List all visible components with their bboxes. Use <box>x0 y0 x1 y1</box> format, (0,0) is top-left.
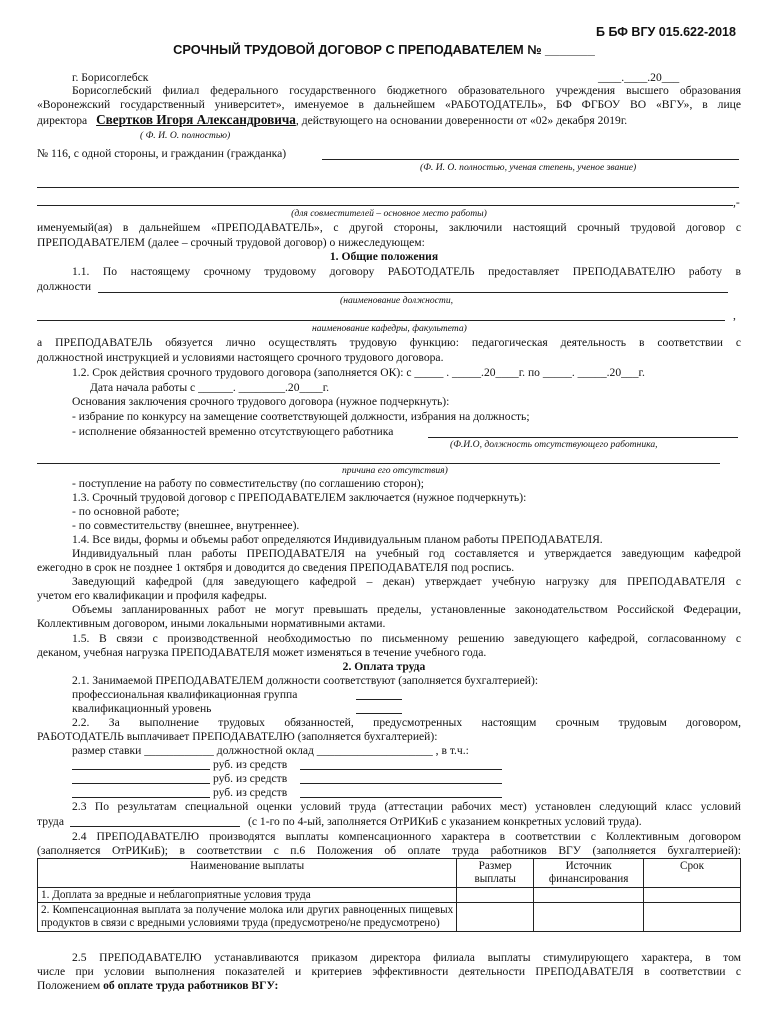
absence-reason-line <box>37 463 720 464</box>
p1-1-d: должностной инструкцией и условиями настоящего срочного трудового договора. <box>37 351 444 364</box>
p1-2-d: - избрание по конкурсу на замещение соответствующей должности, избрания на должность; <box>72 410 530 423</box>
qualification-group-line <box>356 699 402 700</box>
row-2-source <box>534 903 644 932</box>
p1-1-c: а ПРЕПОДАВАТЕЛЬ обязуется лично осуществлять трудовую функцию: педагогическая деятельность в соответствии с <box>37 336 741 349</box>
rub-from-3: руб. из средств <box>213 786 288 799</box>
p1-4-a: 1.4. Все виды, формы и объемы работ определяются Индивидуальным планом работы ПРЕПОДАВАТЕЛЯ. <box>72 533 603 546</box>
section-1-heading: 1. Общие положения <box>329 250 439 263</box>
p2-4-a: 2.4 ПРЕПОДАВАТЕЛЮ производятся выплаты компенсационного характера в соответствии с Коллективным договором <box>72 830 741 843</box>
row-1-term <box>644 887 741 903</box>
rub-from-1: руб. из средств <box>213 758 288 771</box>
p1-4-d: Заведующий кафедрой (для заведующего кафедрой – декан) утверждает учебную нагрузку для ПРЕПОДАВАТЕЛЯ с <box>72 575 741 588</box>
p1-4-e: учетом его квалификации и профиля кафедры. <box>37 589 267 602</box>
source-line-3 <box>300 797 502 798</box>
p1-2-c: Основания заключения срочного трудового договора (нужное подчеркнуть): <box>72 395 450 408</box>
department-hint: наименование кафедры, факультета) <box>312 323 467 334</box>
p2-3-b-text: (с 1-го по 4-ый, заполняется ОтРИКиБ с указанием конкретных условий труда). <box>248 815 642 828</box>
city: г. Борисоглебск <box>72 71 149 84</box>
p1-5-b: деканом, учебная нагрузка ПРЕПОДАВАТЕЛЯ может изменяться в течение учебного года. <box>37 646 487 659</box>
p1-2-b: Дата начала работы с ______. ________.20____г. <box>90 381 330 394</box>
p1-4-g: Коллективным договором, иными локальными нормативными актами. <box>37 617 386 630</box>
p1-4-b: Индивидуальный план работы ПРЕПОДАВАТЕЛЯ на учебный год составляется и утверждается заведующим кафедрой <box>72 547 741 560</box>
named-line-1: именуемый(ая) в дальнейшем «ПРЕПОДАВАТЕЛЬ», с другой стороны, заключили настоящий срочный трудовой договор с <box>37 221 741 234</box>
table-row <box>38 903 741 932</box>
date-blank: ____.____.20___ <box>598 71 680 84</box>
position-hint: (наименование должности, <box>340 295 454 306</box>
header-payment-size: Размер выплаты <box>457 859 534 888</box>
row-1-size <box>457 887 534 903</box>
p2-5-b: числе при условии выполнения показателей и критериев эффективности деятельности ПРЕПОДАВАТЕЛЯ в соответствии с <box>37 965 741 978</box>
p2-3-a: 2.3 По результатам специальной оценки условий труда (аттестации рабочих мест) установлен следующий класс условий <box>72 800 741 813</box>
header-funding-source: Источник финансирования <box>534 859 644 888</box>
employee-name-line <box>322 159 739 160</box>
comma-mark: , <box>733 309 736 322</box>
row-2-size <box>457 903 534 932</box>
header-payment-name: Наименование выплаты <box>38 859 457 888</box>
p2-2-c: размер ставки ____________ должностной оклад ____________________ , в т.ч.: <box>72 744 469 757</box>
p2-5-c <box>37 979 278 992</box>
intro-line-4: № 116, с одной стороны, и гражданин (гражданка) <box>37 147 287 160</box>
blank-line-1 <box>37 187 739 188</box>
p2-3-b-label: труда <box>37 815 64 828</box>
intro-line-2: «Воронежский государственный университет», именуемое в дальнейшем «РАБОТОДАТЕЛЬ», БФ ФГБОУ ВО «ВГУ», в лице <box>37 98 741 111</box>
p1-1-b: должности <box>37 280 92 293</box>
p1-2-f: - поступление на работу по совместительству (по соглашению сторон); <box>72 477 424 490</box>
director-label: директора <box>37 114 88 127</box>
position-line <box>98 292 728 293</box>
table-row <box>38 887 741 903</box>
blank-line-2 <box>37 205 733 206</box>
header-term: Срок <box>644 859 741 888</box>
department-line <box>37 320 725 321</box>
amount-line-2 <box>72 783 210 784</box>
fio-hint: ( Ф. И. О. полностью) <box>140 130 231 141</box>
intro-line-3 <box>37 113 627 127</box>
p1-5-a: 1.5. В связи с производственной необходимостью по письменному решению заведующего кафедрой, согласованному с <box>72 632 741 645</box>
p1-1-a: 1.1. По настоящему срочному трудовому договору РАБОТОДАТЕЛЬ предоставляет ПРЕПОДАВАТЕЛЮ работу в <box>72 265 741 278</box>
p2-2-a: 2.2. За выполнение трудовых обязанностей, предусмотренных настоящим срочным трудовым договором, <box>72 716 741 729</box>
director-name: Свертков Игоря Александровича <box>96 112 296 127</box>
p2-5-c-pre: Положением <box>37 979 101 992</box>
document-code: Б БФ ВГУ 015.622-2018 <box>596 25 736 39</box>
p2-1-a: 2.1. Занимаемой ПРЕПОДАВАТЕЛЕМ должности соответствуют (заполняется бухгалтерией): <box>72 674 539 687</box>
p2-5-c-bold: об оплате труда работников ВГУ: <box>103 979 279 992</box>
table-header-row <box>38 859 741 888</box>
amount-line-3 <box>72 797 210 798</box>
p2-4-b: (заполняется ОтРИКиБ); в соответствии с п.6 Положения об оплате труда работников ВГУ (заполняется бухгалтерией): <box>37 844 741 857</box>
named-line-2: ПРЕПОДАВАТЕЛЕМ (далее – срочный трудовой договор) о нижеследующем: <box>37 236 425 249</box>
qualification-level-line <box>356 713 402 714</box>
compensation-table <box>37 858 741 932</box>
intro-line-1: Борисоглебский филиал федерального государственного бюджетного образовательного учреждения высшего образования <box>72 84 741 97</box>
absent-worker-line <box>428 437 738 438</box>
row-1-source <box>534 887 644 903</box>
fio-full-hint: (Ф. И. О. полностью, ученая степень, ученое звание) <box>420 162 637 173</box>
absent-worker-hint: (Ф.И.О, должность отсутствующего работника, <box>450 439 658 450</box>
rub-from-2: руб. из средств <box>213 772 288 785</box>
document-title: СРОЧНЫЙ ТРУДОВОЙ ДОГОВОР С ПРЕПОДАВАТЕЛЕМ № _______ <box>173 42 595 57</box>
p1-2-a: 1.2. Срок действия срочного трудового договора (заполняется ОК): с _____ . _____.20____г. по _____. _____.20___г. <box>72 366 645 379</box>
section-2-heading: 2. Оплата труда <box>342 660 426 673</box>
p1-2-e: - исполнение обязанностей временно отсутствующего работника <box>72 425 394 438</box>
parttime-hint: (для совместителей – основное место работы) <box>291 208 487 219</box>
p1-3-b: - по основной работе; <box>72 505 180 518</box>
p1-4-f: Объемы запланированных работ не могут превышать пределы, установленные законодательством Российской Федерации, <box>72 603 741 616</box>
p1-3-a: 1.3. Срочный трудовой договор с ПРЕПОДАВАТЕЛЕМ заключается (нужное подчеркнуть): <box>72 491 527 504</box>
p1-3-c: - по совместительству (внешнее, внутреннее). <box>72 519 300 532</box>
director-basis: , действующего на основании доверенности от «02» декабря 2019г. <box>295 114 628 127</box>
source-line-2 <box>300 783 502 784</box>
p1-4-c: ежегодно в срок не позднее 1 октября и доводится до сведения ПРЕПОДАВАТЕЛЯ под роспись. <box>37 561 515 574</box>
p2-2-b: РАБОТОДАТЕЛЬ выплачивает ПРЕПОДАВАТЕЛЮ (заполняется бухгалтерией): <box>37 730 438 743</box>
work-class-line <box>70 826 240 827</box>
p2-5-a: 2.5 ПРЕПОДАВАТЕЛЮ устанавливаются приказом директора филиала выплаты стимулирующего характера, в том <box>72 951 741 964</box>
p2-1-c: квалификационный уровень <box>72 702 212 715</box>
absence-reason-hint: причина его отсутствия) <box>342 465 448 476</box>
row-2-name: 2. Компенсационная выплата за получение молока или других равноценных пищевых продуктов в связи с вредными условиями труда (предусмотрено/не предусмотрено) <box>38 903 457 932</box>
p2-1-b: профессиональная квалификационная группа <box>72 688 298 701</box>
source-line-1 <box>300 769 502 770</box>
dash-mark: ,- <box>733 196 740 209</box>
row-1-name: 1. Доплата за вредные и неблагоприятные условия труда <box>38 887 457 903</box>
row-2-term <box>644 903 741 932</box>
amount-line-1 <box>72 769 210 770</box>
